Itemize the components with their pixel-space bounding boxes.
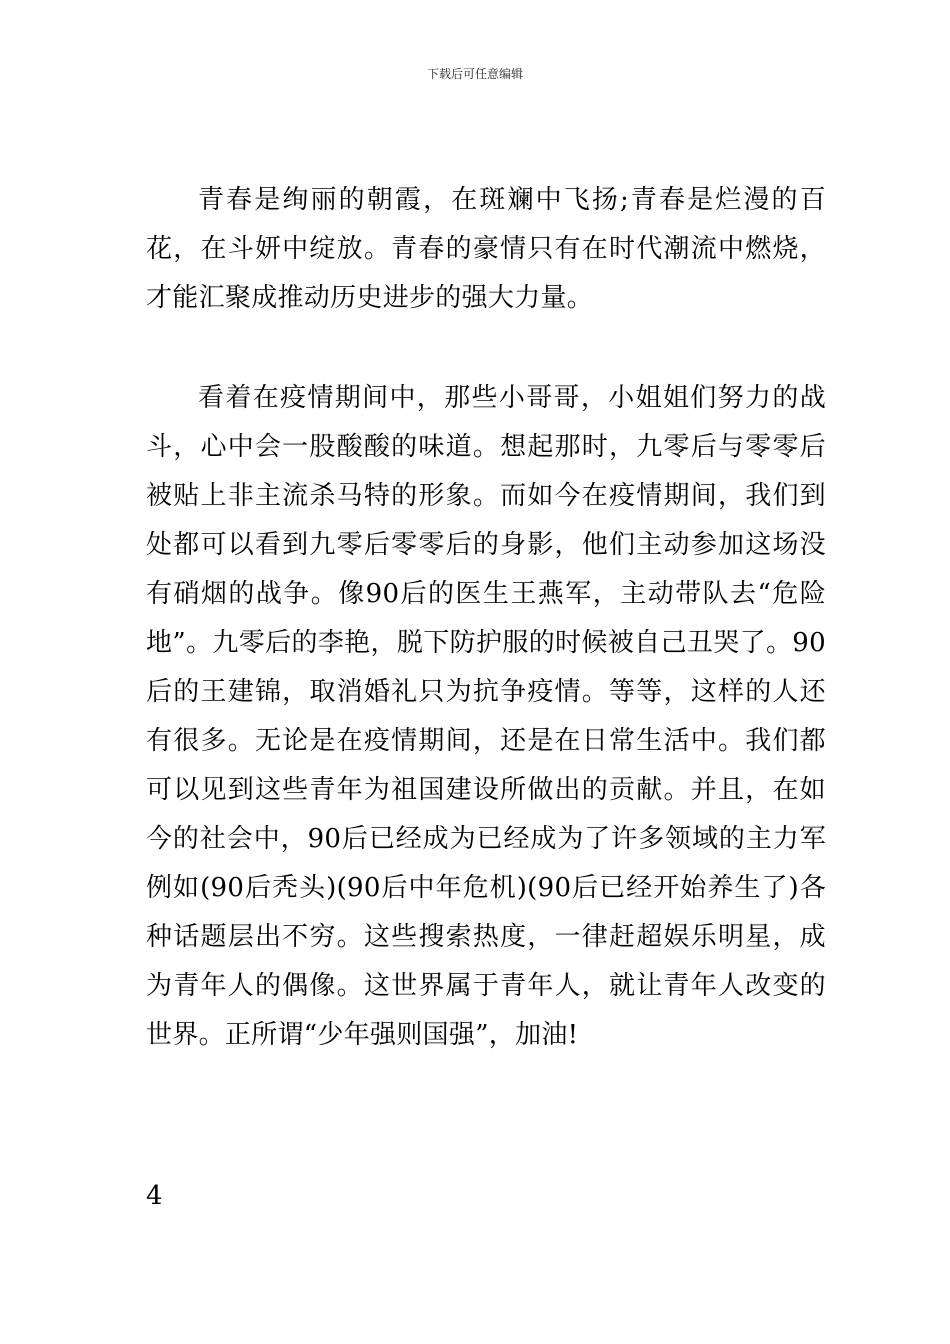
page-number: 4 [146, 1181, 163, 1211]
paragraph-2: 看着在疫情期间中，那些小哥哥，小姐姐们努力的战斗，心中会一股酸酸的味道。想起那时，九零后与零零后被贴上非主流杀马特的形象。而如今在疫情期间，我们到处都可以看到九零后零零后的身影，他们主动参加这场没有硝烟的战争。像90后的医生王燕军，主动带队去“危险地”。九零后的李艳，脱下防护服的时候被自己丑哭了。90后的王建锦，取消婚礼只为抗争疫情。等等，这样的人还有很多。无论是在疫情期间，还是在日常生活中。我们都可以见到这些青年为祖国建设所做出的贡献。并且，在如今的社会中，90后已经成为已经成为了许多领域的主力军例如(90后秃头)(90后中年危机)(90后已经开始养生了)各种话题层出不穷。这些搜索热度，一律赶超娱乐明星，成为青年人的偶像。这世界属于青年人，就让青年人改变的世界。正所谓“少年强则国强”，加油! [146, 383, 826, 1050]
paragraph-1: 青春是绚丽的朝霞，在斑斓中飞扬;青春是烂漫的百花，在斗妍中绽放。青春的豪情只有在时代潮流中燃烧，才能汇聚成推动历史进步的强大力量。 [146, 185, 826, 313]
header-note: 下载后可任意编辑 [426, 67, 523, 81]
